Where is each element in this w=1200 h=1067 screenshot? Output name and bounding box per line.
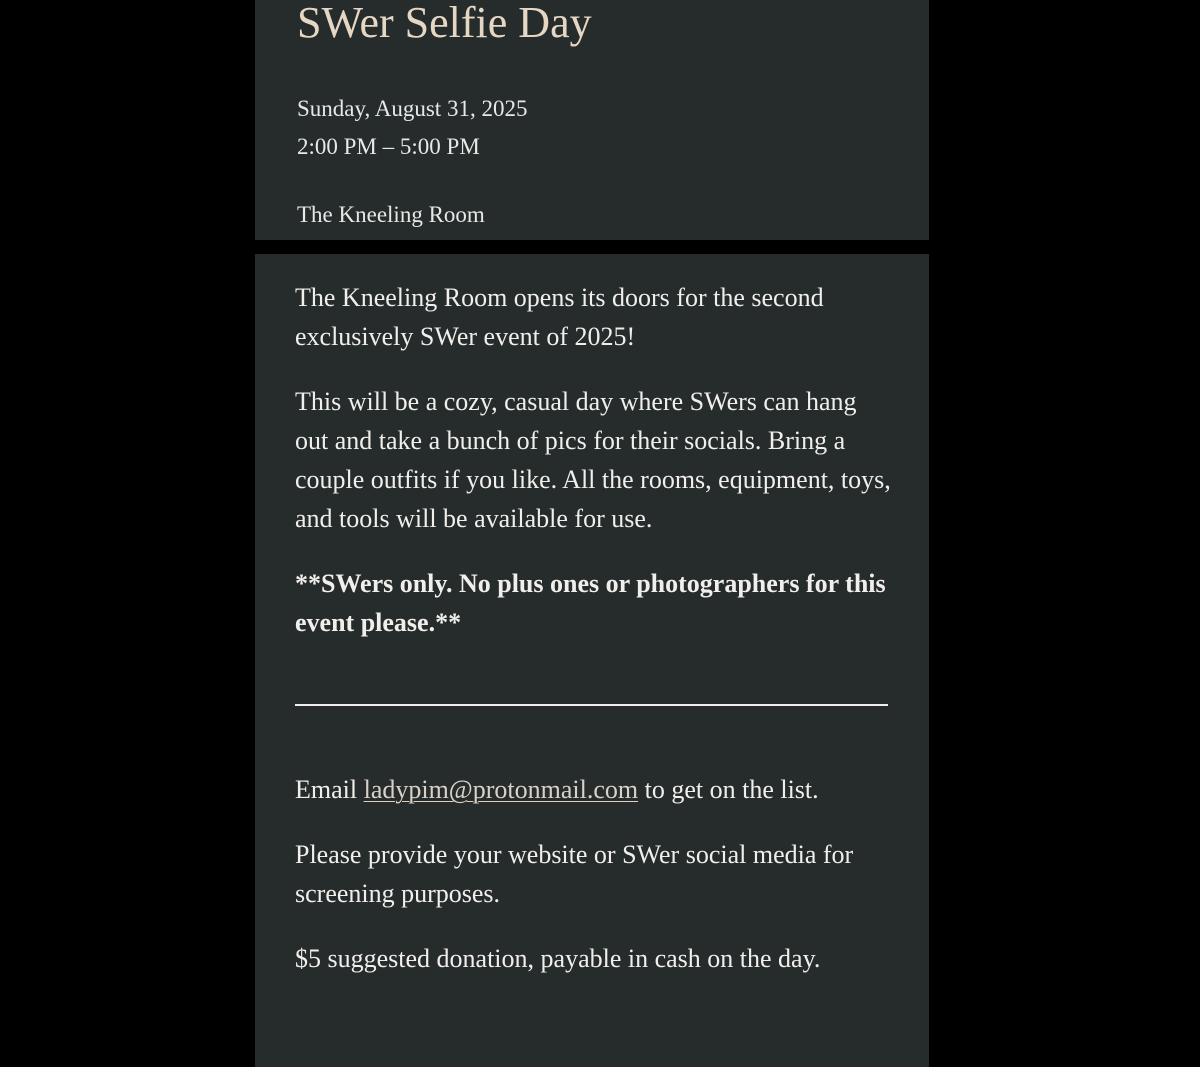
event-title: SWer Selfie Day xyxy=(297,0,592,47)
event-description-card xyxy=(255,254,929,1067)
email-prefix: Email xyxy=(295,775,358,804)
event-description xyxy=(295,278,895,1004)
screening-paragraph: Please provide your website or SWer social media for screening purposes. xyxy=(295,840,854,908)
section-divider xyxy=(295,704,888,706)
donation-paragraph: $5 suggested donation, payable in cash on the day. xyxy=(295,944,821,973)
notice-paragraph: **SWers only. No plus ones or photographers for this event please.** xyxy=(295,569,886,637)
event-header-card xyxy=(255,0,929,240)
email-paragraph xyxy=(295,770,895,809)
event-time: 2:00 PM – 5:00 PM xyxy=(297,134,480,159)
event-date: Sunday, August 31, 2025 xyxy=(297,96,528,121)
event-venue: The Kneeling Room xyxy=(297,202,485,227)
email-suffix: to get on the list. xyxy=(644,775,819,804)
details-paragraph: This will be a cozy, casual day where SWers can hang out and take a bunch of pics for their socials. Bring a couple outfits if you like. All the rooms, equipment, toys, and tools will be available for use. xyxy=(295,387,891,533)
intro-paragraph: The Kneeling Room opens its doors for the second exclusively SWer event of 2025! xyxy=(295,283,824,351)
email-link[interactable]: ladypim@protonmail.com xyxy=(363,775,639,804)
